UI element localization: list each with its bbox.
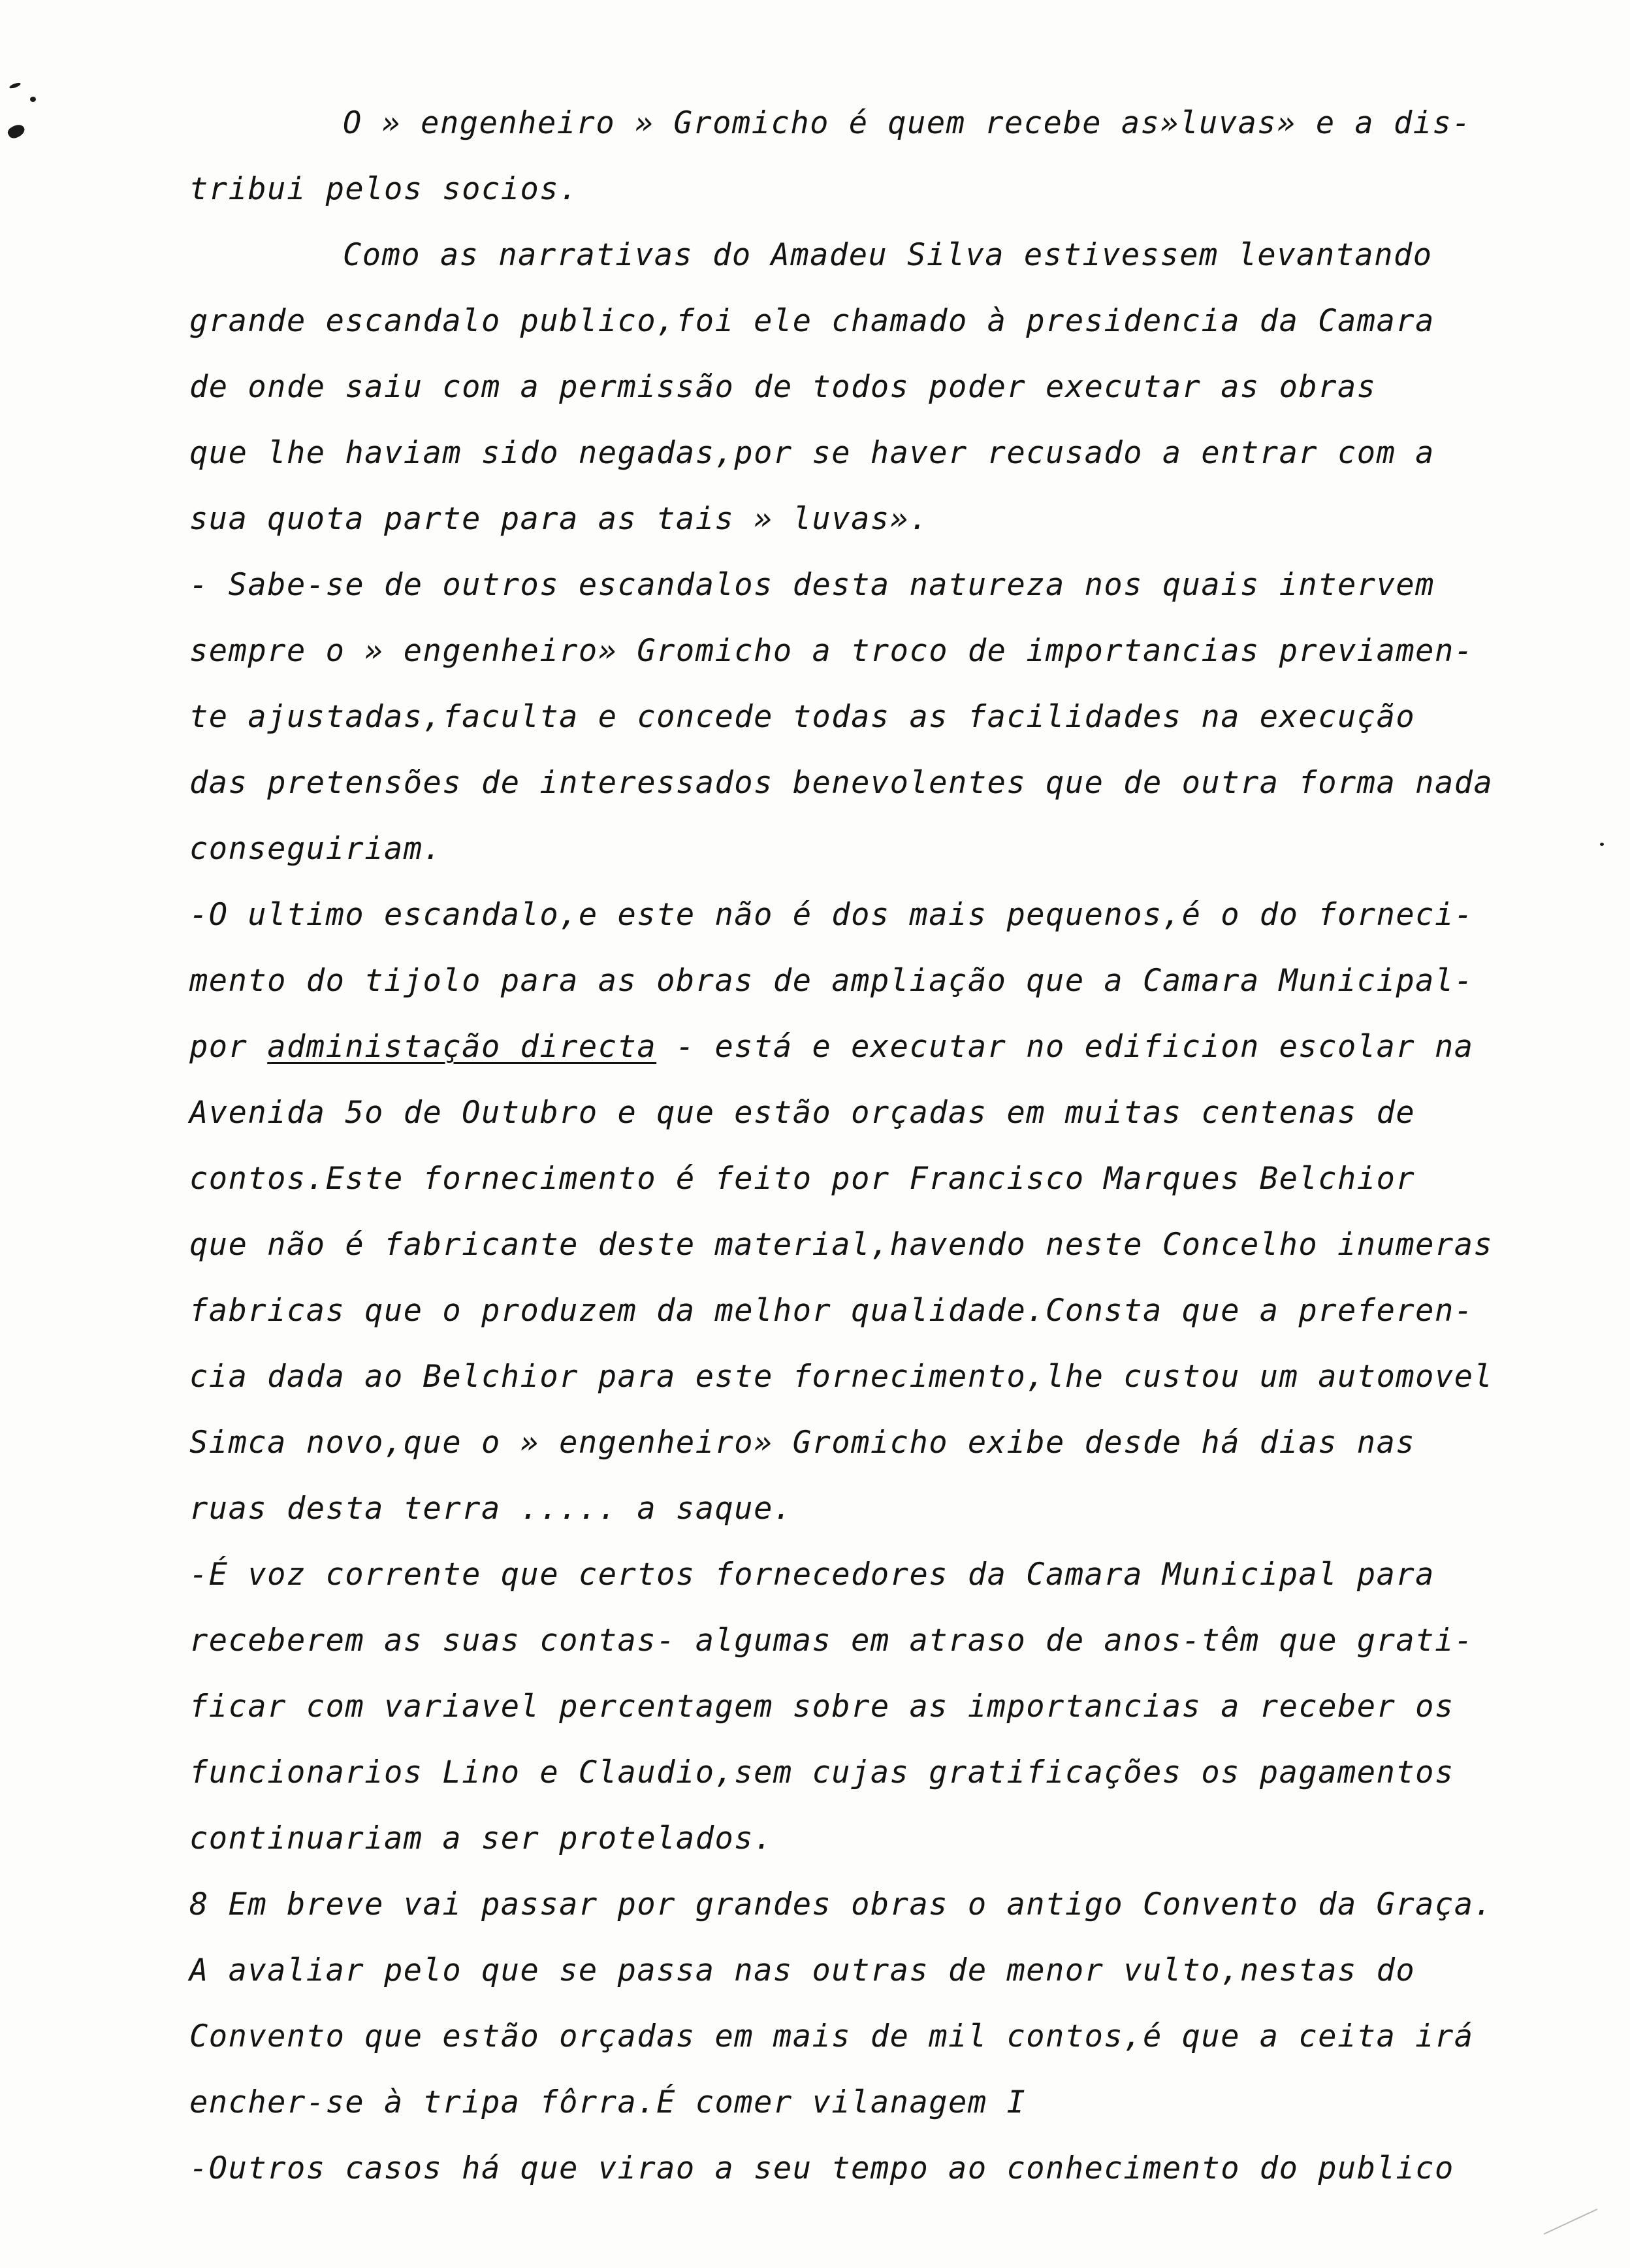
text-line: mento do tijolo para as obras de ampliação que a Camara Municipal- — [189, 963, 1474, 999]
text-line: A avaliar pelo que se passa nas outras de menor vulto,nestas do — [189, 1952, 1416, 1988]
text-line — [189, 1014, 1515, 1080]
text-segment: por — [189, 1029, 268, 1065]
text-line: -O ultimo escandalo,e este não é dos mais pequenos,é o do forneci- — [189, 897, 1474, 933]
typewritten-text — [189, 90, 1515, 2201]
text-line: funcionarios Lino e Claudio,sem cujas gratificações os pagamentos — [189, 1755, 1454, 1790]
text-line: grande escandalo publico,foi ele chamado à presidencia da Camara — [189, 303, 1435, 339]
text-line: ficar com variavel percentagem sobre as importancias a receber os — [189, 1689, 1454, 1725]
margin-speck — [6, 122, 27, 141]
text-line: tribui pelos socios. — [189, 171, 579, 207]
text-line: encher-se à tripa fôrra.É comer vilanagem I — [189, 2084, 1027, 2120]
text-line: que não é fabricante deste material,havendo neste Concelho inumeras — [189, 1227, 1494, 1263]
text-line: 8 Em breve vai passar por grandes obras o antigo Convento da Graça. — [189, 1887, 1494, 1922]
text-line: receberem as suas contas- algumas em atraso de anos-têm que grati- — [189, 1623, 1474, 1659]
text-line: -É voz corrente que certos fornecedores da Camara Municipal para — [189, 1557, 1435, 1593]
margin-speck — [1600, 843, 1604, 846]
text-line: que lhe haviam sido negadas,por se haver recusado a entrar com a — [189, 435, 1435, 471]
underlined-phrase: administação directa — [267, 1029, 657, 1065]
text-line: conseguiriam. — [189, 831, 443, 867]
corner-pencil-mark — [1544, 2209, 1597, 2235]
text-line: Simca novo,que o » engenheiro» Gromicho exibe desde há dias nas — [189, 1425, 1416, 1461]
text-line: O » engenheiro » Gromicho é quem recebe as»luvas» e a dis- — [343, 105, 1472, 141]
text-line: fabricas que o produzem da melhor qualidade.Consta que a preferen- — [189, 1293, 1474, 1329]
text-line: de onde saiu com a permissão de todos poder executar as obras — [189, 369, 1377, 405]
text-line: cia dada ao Belchior para este fornecimento,lhe custou um automovel — [189, 1359, 1494, 1395]
text-segment: - está e executar no edificion escolar na — [656, 1029, 1474, 1065]
text-line: continuariam a ser protelados. — [189, 1821, 773, 1856]
text-line: sempre o » engenheiro» Gromicho a troco de importancias previamen- — [189, 633, 1474, 669]
text-line: das pretensões de interessados benevolentes que de outra forma nada — [189, 765, 1494, 801]
margin-speck — [9, 82, 22, 89]
text-line: Como as narrativas do Amadeu Silva estivessem levantando — [343, 237, 1433, 273]
text-line: ruas desta terra ..... a saque. — [189, 1491, 793, 1527]
margin-speck — [30, 97, 36, 102]
text-line: - Sabe-se de outros escandalos desta natureza nos quais intervem — [189, 567, 1435, 603]
text-line: -Outros casos há que virao a seu tempo ao conhecimento do publico — [189, 2150, 1454, 2186]
text-line: Avenida 5o de Outubro e que estão orçadas em muitas centenas de — [189, 1095, 1416, 1131]
text-line: contos.Este fornecimento é feito por Francisco Marques Belchior — [189, 1161, 1416, 1197]
text-line: te ajustadas,faculta e concede todas as facilidades na execução — [189, 699, 1416, 735]
text-line: Convento que estão orçadas em mais de mil contos,é que a ceita irá — [189, 2018, 1474, 2054]
text-line: sua quota parte para as tais » luvas». — [189, 501, 929, 537]
